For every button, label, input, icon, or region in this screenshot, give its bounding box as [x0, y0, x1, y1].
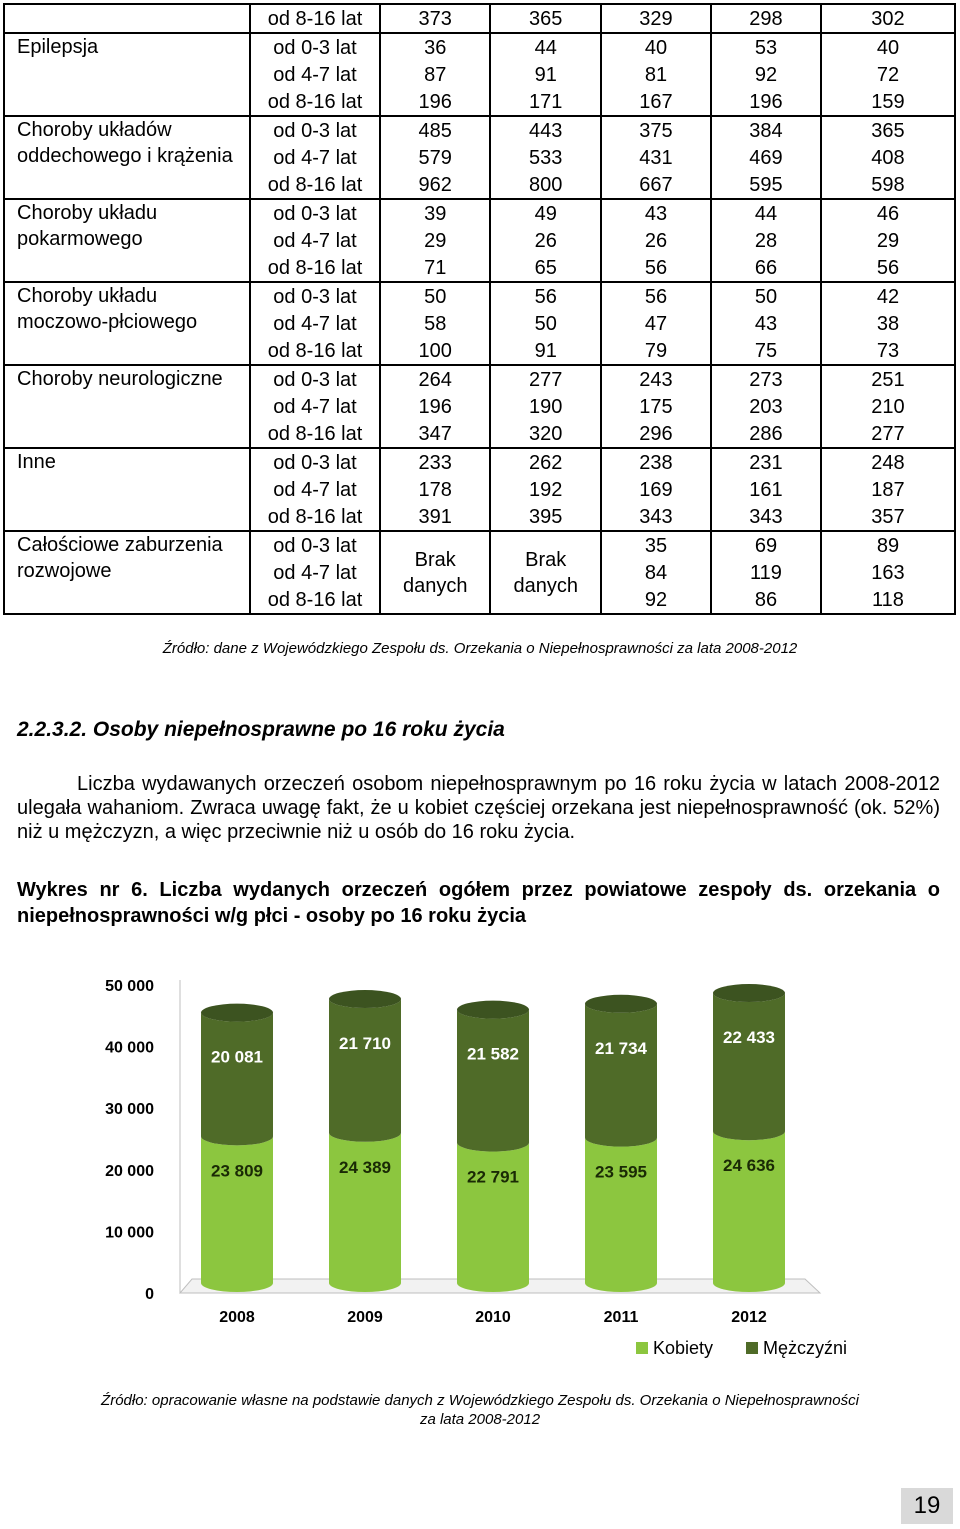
value-cell: 190 [490, 393, 600, 420]
bar-mezczyzni [585, 1004, 657, 1147]
value-cell: 42 [821, 282, 955, 310]
value-cell: 171 [490, 88, 600, 116]
age-cell: od 4-7 lat [250, 476, 380, 503]
bar-kobiety [585, 1138, 657, 1292]
legend-swatch-mezczyzni [746, 1342, 758, 1354]
value-cell: 56 [490, 282, 600, 310]
value-cell: 251 [821, 365, 955, 393]
value-cell: 40 [601, 33, 711, 61]
bar-top [585, 995, 657, 1013]
age-cell: od 0-3 lat [250, 199, 380, 227]
age-cell: od 8-16 lat [250, 4, 380, 33]
bar-top [457, 1001, 529, 1019]
y-tick-label: 20 000 [105, 1162, 154, 1180]
age-cell: od 4-7 lat [250, 310, 380, 337]
body-paragraph: Liczba wydawanych orzeczeń osobom niepełnosprawnym po 16 roku życia w latach 2008-2012 ulegała wahaniom. Zwraca uwagę fakt, że u kobiet częściej orzekana jest niepełnosprawność (ok. 52%) niż u mężczyzn, a więc przeciwnie niż u osób do 16 roku życia. [17, 773, 940, 843]
age-cell: od 8-16 lat [250, 171, 380, 199]
value-cell: 89 [821, 531, 955, 559]
table-row [4, 531, 955, 559]
value-cell: 443 [490, 116, 600, 144]
value-cell: 53 [711, 33, 821, 61]
value-cell: 595 [711, 171, 821, 199]
x-tick-label: 2011 [603, 1309, 639, 1326]
age-cell: od 8-16 lat [250, 254, 380, 282]
table-row [4, 116, 955, 144]
bar-mezczyzni [329, 999, 401, 1142]
value-cell: 238 [601, 448, 711, 476]
value-cell: 343 [601, 503, 711, 531]
data-label-mezczyzni: 22 433 [723, 1028, 775, 1048]
value-cell: 26 [490, 227, 600, 254]
value-cell: 100 [380, 337, 490, 365]
value-cell: 40 [821, 33, 955, 61]
category-cell: Inne [4, 448, 250, 531]
value-cell: 264 [380, 365, 490, 393]
value-cell: 343 [711, 503, 821, 531]
stacked-bar-chart [80, 955, 880, 1375]
value-cell: 118 [872, 588, 904, 611]
age-cell: od 0-3 lat [250, 365, 380, 393]
value-cell: 163 [871, 561, 905, 584]
value-cell: 39 [380, 199, 490, 227]
age-cell: od 8-16 lat [250, 337, 380, 365]
value-cell: 56 [601, 254, 711, 282]
value-cell: 196 [380, 88, 490, 116]
data-label-kobiety: 24 389 [339, 1157, 391, 1177]
value-cell: 66 [711, 254, 821, 282]
value-cell: 50 [490, 310, 600, 337]
value-cell: 286 [711, 420, 821, 448]
y-tick-label: 50 000 [105, 978, 154, 995]
no-data-cell: Brak danych [490, 531, 600, 614]
chart-source-note [0, 1391, 960, 1429]
bar-kobiety [201, 1136, 273, 1292]
value-cell: 391 [380, 503, 490, 531]
value-cell: 210 [871, 395, 905, 418]
value-cell: 36 [380, 33, 490, 61]
value-cell: 79 [601, 337, 711, 365]
table-row [4, 199, 955, 227]
value-cell: 243 [601, 365, 711, 393]
value-cell: 192 [490, 476, 600, 503]
no-data-cell: Brak danych [380, 531, 490, 614]
age-cell: od 0-3 lat [250, 116, 380, 144]
bar-mezczyzni [201, 1013, 273, 1146]
category-cell: Choroby neurologiczne [4, 365, 250, 448]
value-cell: 81 [601, 61, 711, 88]
value-cell: 58 [380, 310, 490, 337]
table-row [4, 4, 955, 33]
value-cell: 248 [821, 448, 955, 476]
age-cell: od 8-16 lat [250, 503, 380, 531]
value-cell: 44 [711, 199, 821, 227]
value-cell: 50 [380, 282, 490, 310]
age-cell: od 4-7 lat [250, 559, 380, 586]
value-cell: 73 [876, 339, 900, 362]
age-cell: od 0-3 lat [250, 531, 380, 559]
value-cell: 598 [871, 173, 905, 196]
data-label-kobiety: 23 595 [595, 1162, 647, 1182]
value-cell: 296 [601, 420, 711, 448]
value-cell: 119 [711, 559, 821, 586]
value-cell: 365 [490, 4, 600, 33]
category-cell [4, 4, 250, 33]
value-cell: 800 [490, 171, 600, 199]
y-tick-label: 10 000 [105, 1224, 154, 1242]
x-tick-label: 2009 [347, 1309, 383, 1326]
value-cell: 329 [601, 4, 711, 33]
x-tick-label: 2008 [219, 1309, 255, 1326]
data-label-kobiety: 23 809 [211, 1161, 263, 1181]
value-cell: 302 [871, 7, 905, 30]
value-cell: 347 [380, 420, 490, 448]
value-cell: 92 [711, 61, 821, 88]
legend-label-kobiety: Kobiety [653, 1338, 714, 1358]
value-cell: 178 [380, 476, 490, 503]
page-number: 19 [901, 1488, 953, 1524]
legend-label-mezczyzni: Mężczyźni [763, 1338, 848, 1358]
category-cell: Choroby układu moczowo-płciowego [4, 282, 250, 365]
value-cell: 277 [490, 365, 600, 393]
x-tick-label: 2010 [475, 1309, 511, 1326]
value-cell: 357 [871, 505, 905, 528]
value-cell: 43 [711, 310, 821, 337]
y-tick-label: 0 [145, 1286, 154, 1303]
value-cell: 56 [601, 282, 711, 310]
value-cell: 373 [380, 4, 490, 33]
chart-source-line-1: Źródło: opracowanie własne na podstawie danych z Wojewódzkiego Zespołu ds. Orzekania o Niepełnosprawności [101, 1392, 859, 1409]
value-cell: 667 [601, 171, 711, 199]
bar-top [713, 984, 785, 1002]
bar-kobiety [457, 1143, 529, 1292]
value-cell: 84 [601, 559, 711, 586]
age-cell: od 8-16 lat [250, 88, 380, 116]
value-cell: 431 [601, 144, 711, 171]
value-cell: 28 [711, 227, 821, 254]
data-label-mezczyzni: 21 582 [467, 1044, 519, 1064]
data-label-mezczyzni: 21 710 [339, 1034, 391, 1054]
value-cell: 43 [601, 199, 711, 227]
value-cell: 196 [711, 88, 821, 116]
value-cell: 159 [871, 90, 905, 113]
value-cell: 395 [490, 503, 600, 531]
category-cell: Epilepsja [4, 33, 250, 116]
data-label-mezczyzni: 21 734 [595, 1038, 647, 1058]
y-tick-label: 30 000 [105, 1101, 154, 1119]
table-row [4, 448, 955, 476]
value-cell: 56 [876, 256, 900, 279]
value-cell: 533 [490, 144, 600, 171]
age-cell: od 0-3 lat [250, 33, 380, 61]
value-cell: 49 [490, 199, 600, 227]
value-cell: 47 [601, 310, 711, 337]
value-cell: 273 [711, 365, 821, 393]
value-cell: 298 [711, 4, 821, 33]
value-cell: 365 [821, 116, 955, 144]
value-cell: 46 [821, 199, 955, 227]
value-cell: 167 [601, 88, 711, 116]
table-row [4, 282, 955, 310]
value-cell: 375 [601, 116, 711, 144]
chart-title: Wykres nr 6. Liczba wydanych orzeczeń ogółem przez powiatowe zespoły ds. orzekania o niepełnosprawności w/g płci - osoby po 16 roku życia [17, 879, 940, 927]
category-cell: Całościowe zaburzenia rozwojowe [4, 531, 250, 614]
value-cell: 485 [380, 116, 490, 144]
value-cell: 277 [871, 422, 905, 445]
category-cell: Choroby układów oddechowego i krążenia [4, 116, 250, 199]
value-cell: 469 [711, 144, 821, 171]
value-cell: 92 [601, 586, 711, 614]
value-cell: 231 [711, 448, 821, 476]
value-cell: 262 [490, 448, 600, 476]
value-cell: 233 [380, 448, 490, 476]
value-cell: 161 [711, 476, 821, 503]
age-cell: od 4-7 lat [250, 393, 380, 420]
age-cell: od 0-3 lat [250, 282, 380, 310]
data-table [3, 3, 956, 615]
value-cell: 44 [490, 33, 600, 61]
chart-source-line-2: za lata 2008-2012 [419, 1411, 541, 1428]
value-cell: 87 [380, 61, 490, 88]
bar-kobiety [329, 1133, 401, 1292]
value-cell: 29 [876, 229, 900, 252]
value-cell: 196 [380, 393, 490, 420]
value-cell: 203 [711, 393, 821, 420]
age-cell: od 8-16 lat [250, 586, 380, 614]
y-tick-label: 40 000 [105, 1039, 154, 1057]
data-label-mezczyzni: 20 081 [211, 1047, 263, 1067]
bar-top [201, 1004, 273, 1022]
value-cell: 175 [601, 393, 711, 420]
table-row [4, 365, 955, 393]
value-cell: 72 [876, 63, 900, 86]
value-cell: 29 [380, 227, 490, 254]
value-cell: 169 [601, 476, 711, 503]
value-cell: 187 [871, 478, 905, 501]
section-heading: 2.2.3.2. Osoby niepełnosprawne po 16 roku życia [17, 718, 505, 741]
value-cell: 26 [601, 227, 711, 254]
value-cell: 71 [380, 254, 490, 282]
age-cell: od 8-16 lat [250, 420, 380, 448]
value-cell: 69 [711, 531, 821, 559]
age-cell: od 0-3 lat [250, 448, 380, 476]
legend-swatch-kobiety [636, 1342, 648, 1354]
bar-top [329, 990, 401, 1008]
value-cell: 579 [380, 144, 490, 171]
value-cell: 384 [711, 116, 821, 144]
age-cell: od 4-7 lat [250, 144, 380, 171]
x-tick-label: 2012 [731, 1309, 767, 1326]
value-cell: 962 [380, 171, 490, 199]
value-cell: 91 [490, 61, 600, 88]
bar-mezczyzni [457, 1010, 529, 1152]
age-cell: od 4-7 lat [250, 61, 380, 88]
value-cell: 320 [490, 420, 600, 448]
value-cell: 65 [490, 254, 600, 282]
data-label-kobiety: 22 791 [467, 1167, 519, 1187]
age-cell: od 4-7 lat [250, 227, 380, 254]
table-row [4, 33, 955, 61]
value-cell: 91 [490, 337, 600, 365]
value-cell: 86 [711, 586, 821, 614]
value-cell: 50 [711, 282, 821, 310]
value-cell: 408 [871, 146, 905, 169]
value-cell: 75 [711, 337, 821, 365]
value-cell: 35 [601, 531, 711, 559]
bar-mezczyzni [713, 993, 785, 1140]
table-source-note: Źródło: dane z Wojewódzkiego Zespołu ds. Orzekania o Niepełnosprawności za lata 2008-2012 [162, 640, 798, 657]
category-cell: Choroby układu pokarmowego [4, 199, 250, 282]
value-cell: 38 [876, 312, 900, 335]
data-label-kobiety: 24 636 [723, 1156, 775, 1176]
